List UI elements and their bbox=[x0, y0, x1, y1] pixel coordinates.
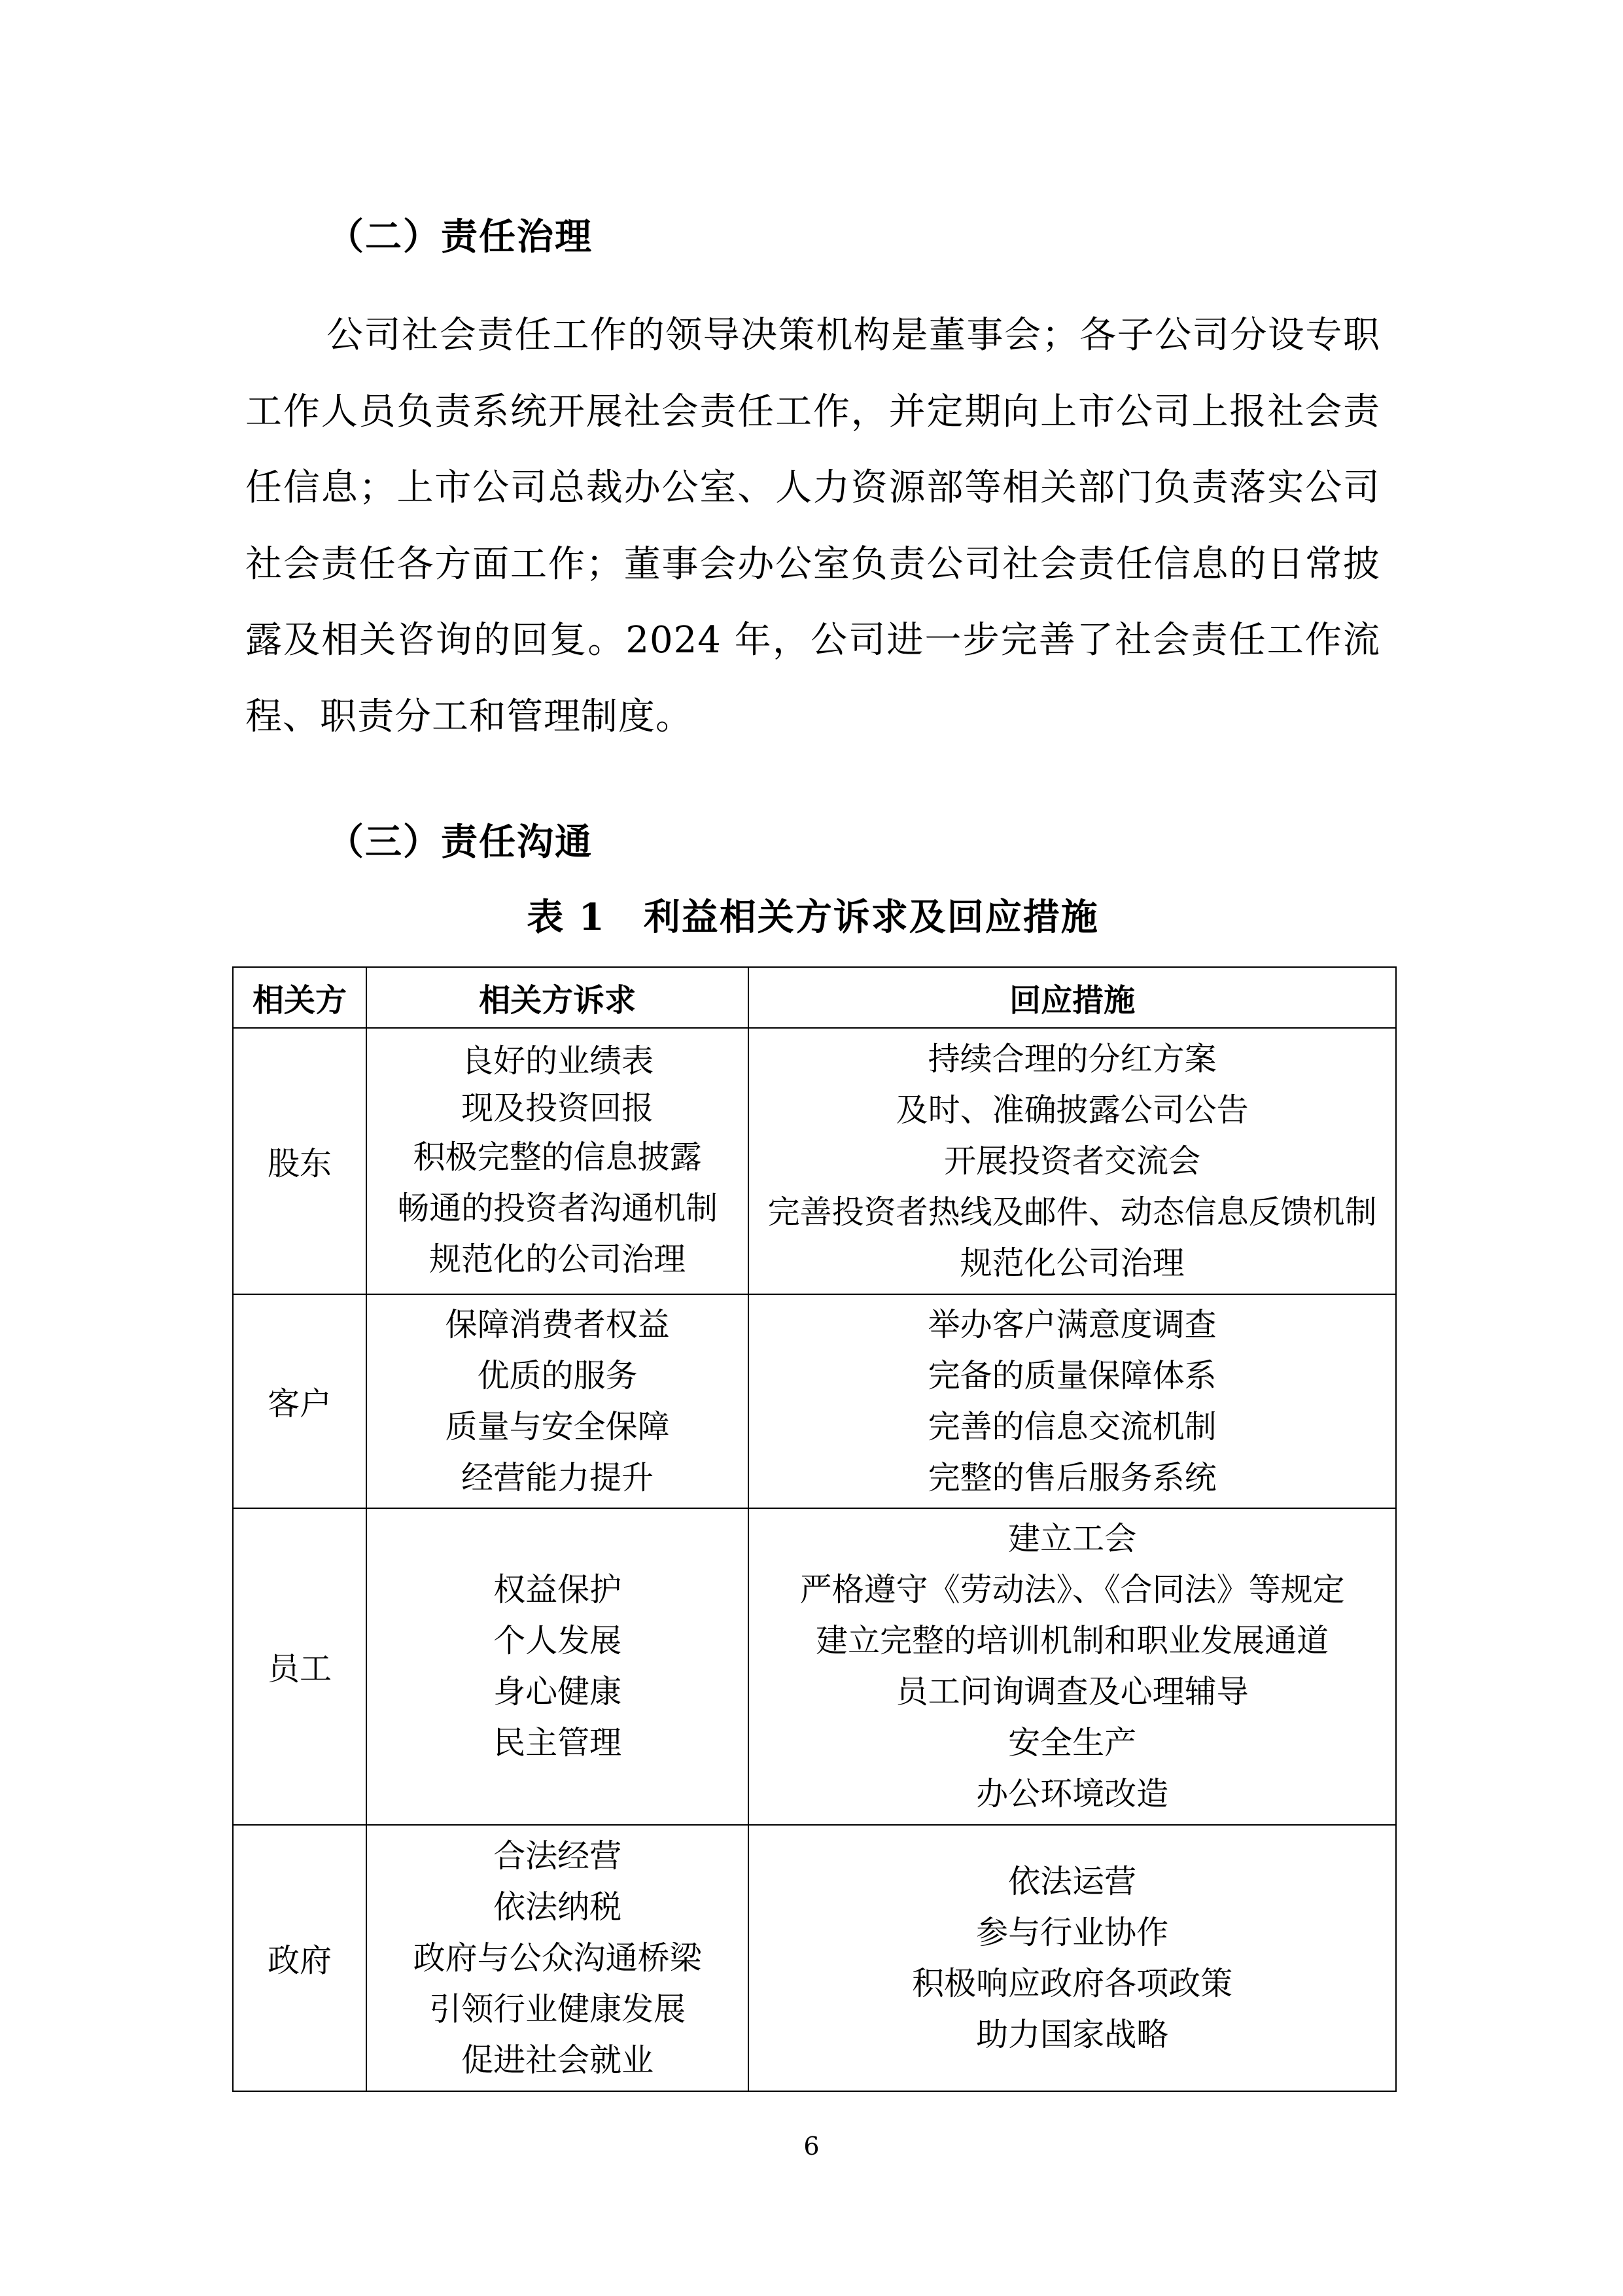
response-item: 助力国家战略 bbox=[976, 2015, 1169, 2053]
demand-item: 畅通的投资者沟通机制 bbox=[397, 1189, 718, 1227]
response-item: 积极响应政府各项政策 bbox=[912, 1964, 1233, 2002]
demand-item: 优质的服务 bbox=[477, 1356, 638, 1394]
table-row bbox=[233, 1028, 1396, 1294]
responses-cell bbox=[748, 1825, 1396, 2091]
response-item: 开展投资者交流会 bbox=[944, 1142, 1201, 1180]
response-item: 建立工会 bbox=[1008, 1520, 1137, 1557]
header-party: 相关方 bbox=[233, 967, 366, 1028]
demand-item: 合法经营 bbox=[493, 1837, 622, 1875]
response-item: 办公环境改造 bbox=[976, 1775, 1169, 1812]
party-cell: 客户 bbox=[233, 1294, 366, 1508]
party-cell: 政府 bbox=[233, 1825, 366, 2091]
response-item: 完备的质量保障体系 bbox=[928, 1356, 1217, 1394]
demand-item: 促进社会就业 bbox=[461, 2041, 654, 2079]
response-item: 举办客户满意度调查 bbox=[928, 1305, 1217, 1343]
header-responses: 回应措施 bbox=[748, 967, 1396, 1028]
table-row bbox=[233, 1508, 1396, 1825]
demand-item: 民主管理 bbox=[493, 1724, 622, 1761]
demand-item: 保障消费者权益 bbox=[445, 1305, 670, 1343]
demand-item: 规范化的公司治理 bbox=[429, 1240, 686, 1278]
governance-paragraph: 公司社会责任工作的领导决策机构是董事会；各子公司分设专职工作人员负责系统开展社会责任工作，并定期向上市公司上报社会责任信息；上市公司总裁办公室、人力资源部等相关部门负责落实公司社会责任各方面工作；董事会办公室负责公司社会责任信息的日常披露及相关咨询的回复。2024 年，公司进一步完善了社会责任工作流程、职责分工和管理制度。 bbox=[245, 314, 1380, 738]
section-heading-responsibility-communication: （三）责任沟通 bbox=[327, 821, 593, 864]
responses-cell bbox=[748, 1508, 1396, 1825]
response-item: 员工问询调查及心理辅导 bbox=[896, 1673, 1249, 1710]
page-number: 6 bbox=[803, 2132, 820, 2161]
responses-cell bbox=[748, 1028, 1396, 1294]
demands-cell bbox=[366, 1294, 748, 1508]
party-cell: 股东 bbox=[233, 1028, 366, 1294]
demand-item: 质量与安全保障 bbox=[445, 1407, 670, 1445]
response-item: 完善投资者热线及邮件、动态信息反馈机制 bbox=[767, 1193, 1377, 1231]
responses-cell bbox=[748, 1294, 1396, 1508]
response-item: 完整的售后服务系统 bbox=[928, 1458, 1217, 1496]
demand-item: 良好的业绩表现及投资回报 bbox=[461, 1042, 654, 1127]
demand-item: 个人发展 bbox=[493, 1622, 622, 1659]
response-item: 规范化公司治理 bbox=[960, 1244, 1185, 1282]
section-heading-responsibility-governance: （二）责任治理 bbox=[327, 215, 593, 258]
demand-item: 经营能力提升 bbox=[461, 1458, 654, 1496]
response-item: 建立完整的培训机制和职业发展通道 bbox=[816, 1622, 1329, 1659]
stakeholder-table bbox=[232, 966, 1397, 2092]
demand-item: 政府与公众沟通桥梁 bbox=[413, 1939, 702, 1977]
demands-cell bbox=[366, 1028, 748, 1294]
demands-cell bbox=[366, 1825, 748, 2091]
response-item: 完善的信息交流机制 bbox=[928, 1407, 1217, 1445]
table-row bbox=[233, 1825, 1396, 2091]
demand-item: 引领行业健康发展 bbox=[429, 1990, 686, 2028]
header-demands: 相关方诉求 bbox=[366, 967, 748, 1028]
response-item: 严格遵守《劳动法》、《合同法》等规定 bbox=[799, 1571, 1345, 1608]
demands-cell bbox=[366, 1508, 748, 1825]
demand-item: 身心健康 bbox=[493, 1673, 622, 1710]
table-header-row bbox=[233, 967, 1396, 1028]
table-caption: 表 1 利益相关方诉求及回应措施 bbox=[527, 896, 1099, 939]
party-cell: 员工 bbox=[233, 1508, 366, 1825]
response-item: 安全生产 bbox=[1008, 1724, 1137, 1761]
demand-item: 权益保护 bbox=[493, 1571, 622, 1608]
response-item: 持续合理的分红方案 bbox=[928, 1040, 1217, 1078]
response-item: 参与行业协作 bbox=[976, 1913, 1169, 1951]
response-item: 依法运营 bbox=[1008, 1862, 1137, 1900]
demand-item: 依法纳税 bbox=[493, 1888, 622, 1926]
table-row bbox=[233, 1294, 1396, 1508]
demand-item: 积极完整的信息披露 bbox=[413, 1138, 702, 1176]
response-item: 及时、准确披露公司公告 bbox=[896, 1091, 1249, 1129]
